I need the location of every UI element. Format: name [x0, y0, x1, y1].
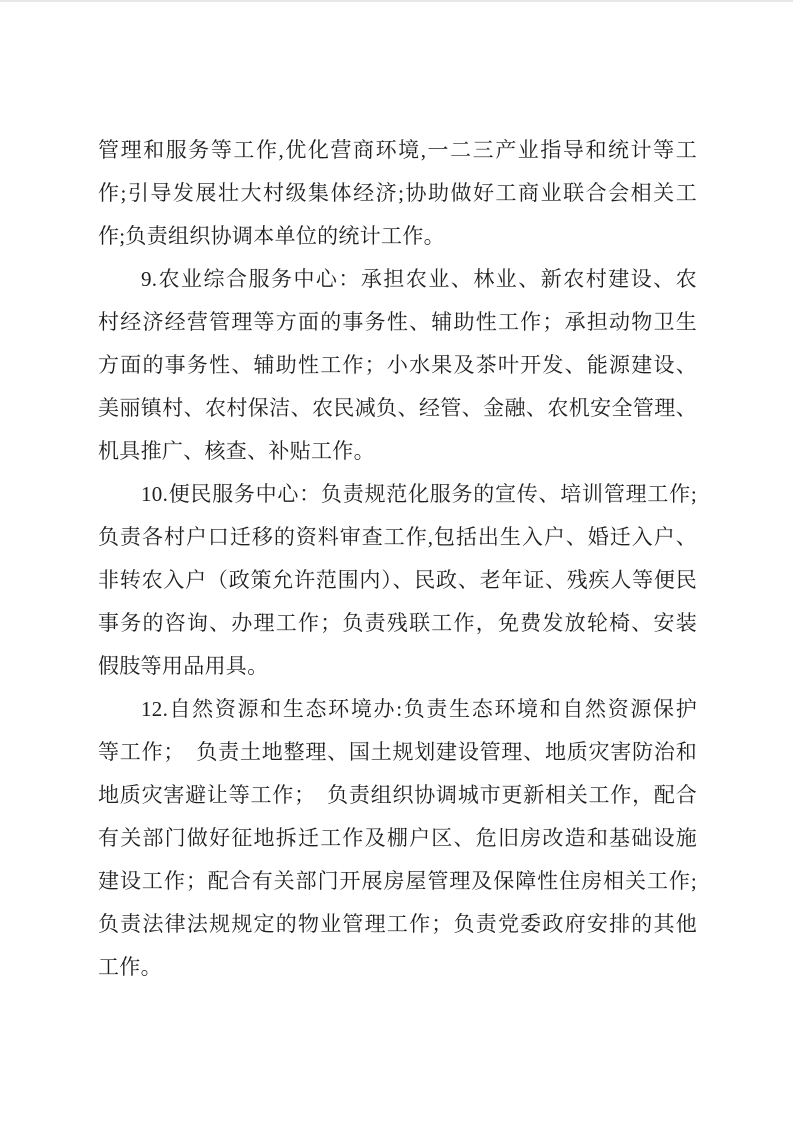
document-line: 建设工作；配合有关部门开展房屋管理及保障性住房相关工作;	[98, 869, 697, 893]
document-line: 村经济经营管理等方面的事务性、辅助性工作；承担动物卫生	[98, 310, 697, 334]
document-line: 有关部门做好征地拆迁工作及棚户区、危旧房改造和基础设施	[98, 826, 697, 850]
document-line: 10.便民服务中心：负责规范化服务的宣传、培训管理工作;	[141, 482, 697, 506]
document-line: 负责法律法规规定的物业管理工作；负责党委政府安排的其他	[98, 912, 697, 936]
document-line: 方面的事务性、辅助性工作；小水果及茶叶开发、能源建设、	[98, 353, 697, 377]
document-line: 等工作； 负责土地整理、国土规划建设管理、地质灾害防治和	[98, 740, 697, 764]
document-line: 地质灾害避让等工作； 负责组织协调城市更新相关工作，配合	[98, 783, 697, 807]
document-line: 作;引导发展壮大村级集体经济;协助做好工商业联合会相关工	[98, 181, 697, 205]
document-body	[98, 129, 697, 989]
page-top-edge	[0, 0, 793, 2]
document-line: 12.自然资源和生态环境办:负责生态环境和自然资源保护	[141, 697, 697, 721]
document-line: 假肢等用品用具。	[98, 654, 269, 678]
document-line: 美丽镇村、农村保洁、农民减负、经管、金融、农机安全管理、	[98, 396, 697, 420]
document-line: 9.农业综合服务中心：承担农业、林业、新农村建设、农	[141, 267, 697, 291]
document-line: 管理和服务等工作,优化营商环境,一二三产业指导和统计等工	[98, 138, 697, 162]
document-line: 负责各村户口迁移的资料审查工作,包括出生入户、婚迁入户、	[98, 525, 697, 549]
document-line: 事务的咨询、办理工作；负责残联工作，免费发放轮椅、安装	[98, 611, 697, 635]
document-line: 作;负责组织协调本单位的统计工作。	[98, 224, 445, 248]
document-line: 工作。	[98, 955, 162, 979]
document-line: 机具推广、核查、补贴工作。	[98, 439, 375, 463]
document-line: 非转农入户（政策允许范围内）、民政、老年证、残疾人等便民	[98, 568, 697, 592]
